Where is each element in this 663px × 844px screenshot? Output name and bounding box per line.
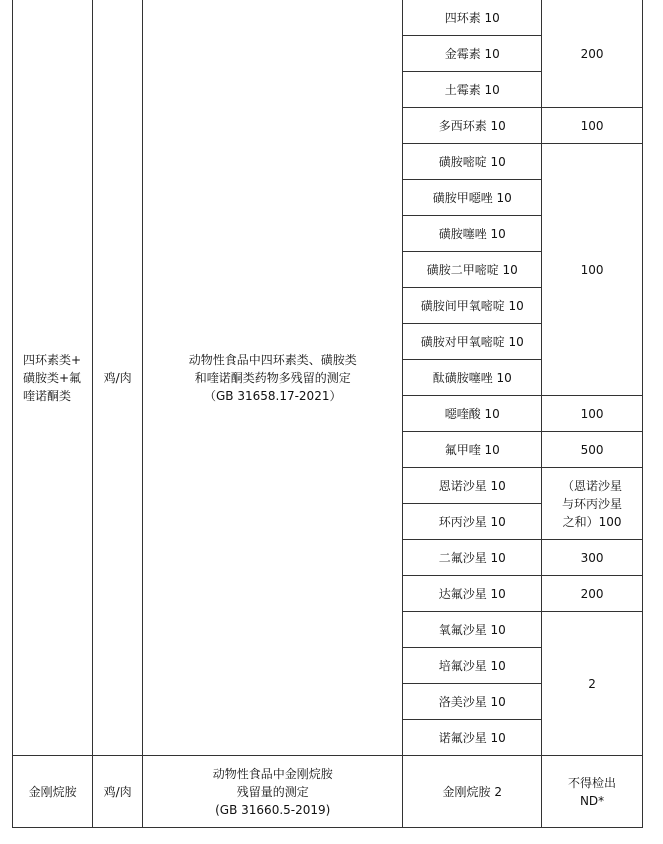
compound-cell: 环丙沙星 10 bbox=[403, 504, 542, 540]
compound-cell: 氧氟沙星 10 bbox=[403, 612, 542, 648]
compound-cell: 磺胺甲噁唑 10 bbox=[403, 180, 542, 216]
category-line: 四环素类+ bbox=[23, 352, 82, 367]
compound-cell: 洛美沙星 10 bbox=[403, 684, 542, 720]
compound-cell: 土霉素 10 bbox=[403, 72, 542, 108]
limit-line: （恩诺沙星 bbox=[562, 478, 623, 493]
compound-cell: 磺胺对甲氧嘧啶 10 bbox=[403, 324, 542, 360]
compound-cell: 达氟沙星 10 bbox=[403, 576, 542, 612]
limit-cell: 100 bbox=[542, 396, 643, 432]
compound-cell: 二氟沙星 10 bbox=[403, 540, 542, 576]
limit-line: ND* bbox=[579, 793, 605, 808]
compound-cell: 金刚烷胺 2 bbox=[403, 756, 542, 828]
compound-cell: 噁喹酸 10 bbox=[403, 396, 542, 432]
compound-cell: 金霉素 10 bbox=[403, 36, 542, 72]
method-line: 动物性食品中四环素类、磺胺类 bbox=[188, 352, 357, 367]
limit-line: 之和）100 bbox=[562, 514, 622, 529]
compound-cell: 磺胺二甲嘧啶 10 bbox=[403, 252, 542, 288]
compound-cell: 磺胺嘧啶 10 bbox=[403, 144, 542, 180]
table-row bbox=[13, 756, 643, 828]
limit-cell bbox=[542, 468, 643, 540]
limit-cell: 2 bbox=[542, 612, 643, 756]
method-line: 动物性食品中金刚烷胺 bbox=[212, 766, 333, 781]
compound-cell: 四环素 10 bbox=[403, 0, 542, 36]
limit-line: 不得检出 bbox=[568, 775, 617, 790]
method-line: 和喹诺酮类药物多残留的测定 bbox=[194, 370, 351, 385]
compound-cell: 酞磺胺噻唑 10 bbox=[403, 360, 542, 396]
method-line: （GB 31658.17-2021） bbox=[203, 388, 342, 403]
limit-cell: 500 bbox=[542, 432, 643, 468]
food-cell: 鸡/肉 bbox=[93, 0, 143, 756]
compound-cell: 诺氟沙星 10 bbox=[403, 720, 542, 756]
residue-limits-table bbox=[12, 0, 643, 828]
food-cell: 鸡/肉 bbox=[93, 756, 143, 828]
limit-cell: 300 bbox=[542, 540, 643, 576]
method-cell bbox=[143, 0, 403, 756]
limit-cell: 100 bbox=[542, 108, 643, 144]
compound-cell: 磺胺间甲氧嘧啶 10 bbox=[403, 288, 542, 324]
limit-line: 与环丙沙星 bbox=[562, 496, 623, 511]
method-cell bbox=[143, 756, 403, 828]
limit-cell bbox=[542, 756, 643, 828]
category-cell bbox=[13, 0, 93, 756]
method-line: 残留量的测定 bbox=[236, 784, 309, 799]
compound-cell: 磺胺噻唑 10 bbox=[403, 216, 542, 252]
limit-cell: 200 bbox=[542, 576, 643, 612]
compound-cell: 氟甲喹 10 bbox=[403, 432, 542, 468]
compound-cell: 培氟沙星 10 bbox=[403, 648, 542, 684]
method-line: (GB 31660.5-2019) bbox=[215, 802, 331, 817]
limit-cell: 100 bbox=[542, 144, 643, 396]
category-line: 磺胺类+氟 bbox=[23, 370, 82, 385]
category-line: 喹诺酮类 bbox=[23, 388, 72, 403]
compound-cell: 恩诺沙星 10 bbox=[403, 468, 542, 504]
limit-cell: 200 bbox=[542, 0, 643, 108]
compound-cell: 多西环素 10 bbox=[403, 108, 542, 144]
category-cell: 金刚烷胺 bbox=[13, 756, 93, 828]
table-row bbox=[13, 0, 643, 36]
